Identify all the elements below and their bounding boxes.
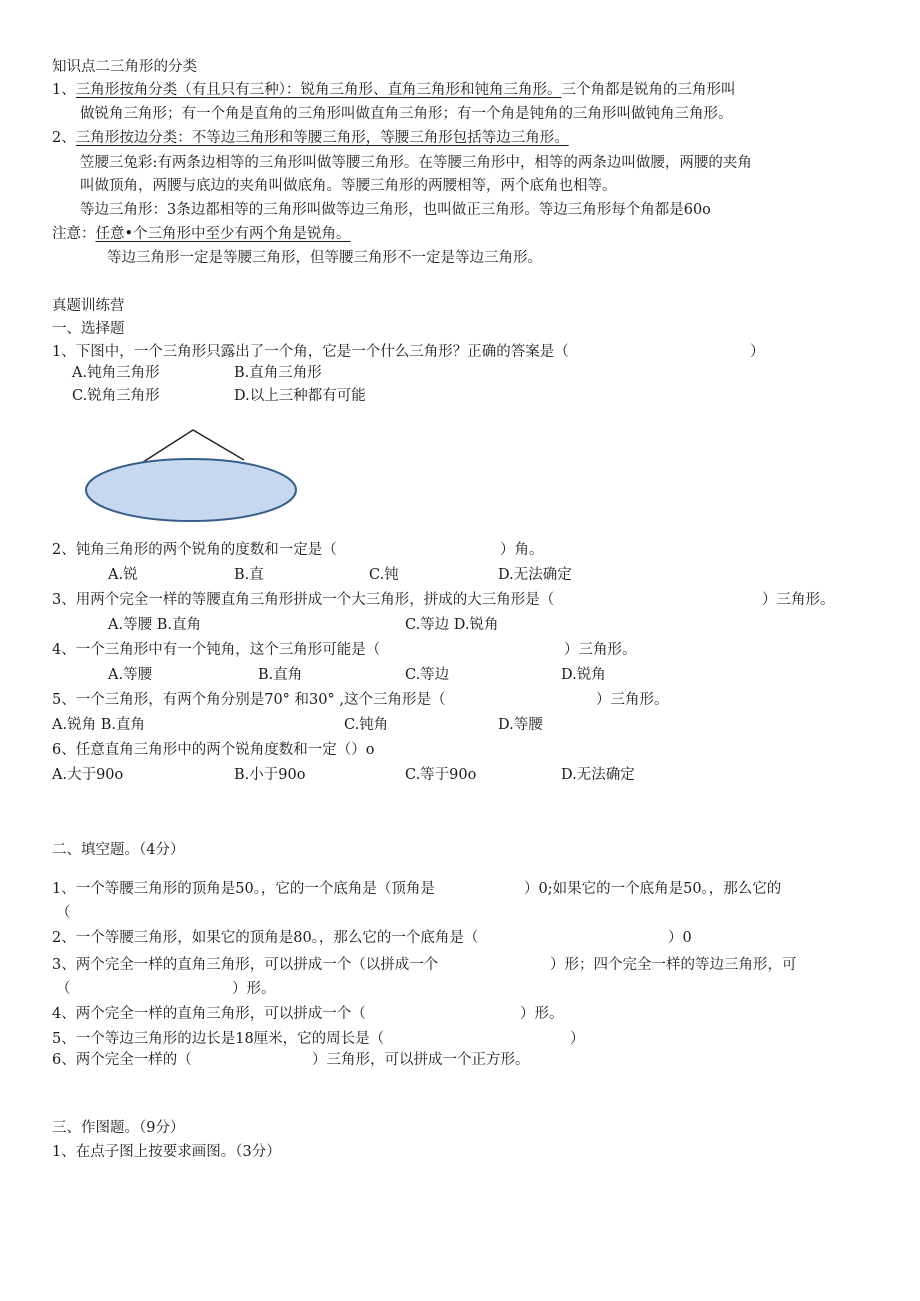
section-2-title: 二、填空题。（4分） <box>52 842 185 858</box>
q3-options-ab: A.等腰 B.直角 <box>108 617 201 633</box>
q5-options-ab: A.锐角 B.直角 <box>52 717 145 733</box>
knowledge-point-2-line4: 等边三角形：3条边都相等的三角形叫做等边三角形，也叫做正三角形。等边三角形每个角都是60o <box>80 202 711 218</box>
knowledge-point-1-line2: 做锐角三角形；有一个角是直角的三角形叫做直角三角形；有一个角是钝角的三角形叫做钝角三角形。 <box>80 106 733 122</box>
f3-line2-close: ）形。 <box>232 981 276 997</box>
f5-part-a: 5、一个等边三角形的边长是18厘米，它的周长是（ <box>52 1031 385 1047</box>
q1-option-c: C.锐角三角形 <box>72 388 160 404</box>
f1-part-a: 1、一个等腰三角形的顶角是50。，它的一个底角是（顶角是 <box>52 881 435 897</box>
q3-close: ）三角形。 <box>762 592 835 608</box>
f6-part-b: ）三角形，可以拼成一个正方形。 <box>312 1052 530 1068</box>
q1-option-b: B.直角三角形 <box>234 365 322 381</box>
point-2-number: 2、 <box>52 130 76 146</box>
d1-instruction: 1、在点子图上按要求画图。（3分） <box>52 1144 281 1160</box>
q5-stem: 5、一个三角形，有两个角分别是70° 和30° ,这个三角形是（ <box>52 692 446 708</box>
q2-close: ）角。 <box>500 542 544 558</box>
q4-option-c: C.等边 <box>405 667 450 683</box>
q2-stem: 2、钝角三角形的两个锐角的度数和一定是（ <box>52 542 337 558</box>
knowledge-point-1 <box>52 80 735 100</box>
knowledge-title: 知识点二三角形的分类 <box>52 59 197 75</box>
point-1-underlined: 三角形按角分类（有且只有三种）：锐角三角形、直角三角形和钝角三角形。 <box>75 82 562 98</box>
f6-part-a: 6、两个完全一样的（ <box>52 1052 192 1068</box>
q6-option-c: C.等于90o <box>405 767 477 783</box>
q4-stem: 4、一个三角形中有一个钝角，这个三角形可能是（ <box>52 642 381 658</box>
q4-close: ）三角形。 <box>564 642 637 658</box>
practice-title: 真题训练营 <box>52 298 125 314</box>
note-label: 注意： <box>52 226 96 242</box>
q3-stem: 3、用两个完全一样的等腰直角三角形拼成一个大三角形，拼成的大三角形是（ <box>52 592 555 608</box>
f4-part-a: 4、两个完全一样的直角三角形，可以拼成一个（ <box>52 1006 366 1022</box>
knowledge-point-2 <box>52 128 569 148</box>
q2-option-a: A.锐 <box>108 567 138 583</box>
q2-option-c: C.钝 <box>369 567 399 583</box>
f3-line2: （ <box>56 981 71 997</box>
q1-close: ） <box>750 344 765 360</box>
f2-part-a: 2、一个等腰三角形，如果它的顶角是80。，那么它的一个底角是（ <box>52 930 479 946</box>
hidden-triangle-figure <box>80 424 320 524</box>
q3-options-cd: C.等边 D.锐角 <box>405 617 499 633</box>
section-3-title: 三、作图题。（9分） <box>52 1120 185 1136</box>
q4-option-a: A.等腰 <box>108 667 153 683</box>
q2-option-d: D.无法确定 <box>498 567 572 583</box>
knowledge-point-2-line2: 笠腰三兔彩:有两条边相等的三角形叫做等腰三角形。在等腰三角形中，相等的两条边叫做腰，两腰的夹角 <box>80 155 752 171</box>
point-2-underlined: 三角形按边分类：不等边三角形和等腰三角形，等腰三角形包括等边三角形。 <box>75 130 569 146</box>
f3-part-a: 3、两个完全一样的直角三角形，可以拼成一个（以拼成一个 <box>52 957 439 973</box>
q1-option-a: A.钝角三角形 <box>72 365 160 381</box>
knowledge-note-line2: 等边三角形一定是等腰三角形，但等腰三角形不一定是等边三角形。 <box>107 250 542 266</box>
knowledge-point-2-line3: 叫做顶角，两腰与底边的夹角叫做底角。等腰三角形的两腰相等，两个底角也相等。 <box>80 178 617 194</box>
point-1-rest: 三个角都是锐角的三角形叫 <box>561 82 736 98</box>
q2-option-b: B.直 <box>234 567 264 583</box>
q1-stem: 1、下图中，一个三角形只露出了一个角，它是一个什么三角形？正确的答案是（ <box>52 344 569 360</box>
note-underlined: 任意•个三角形中至少有两个角是锐角。 <box>95 226 351 242</box>
f1-part-b: ）0;如果它的一个底角是50。，那么它的 <box>524 881 782 897</box>
f5-part-b: ） <box>570 1031 585 1047</box>
f4-part-b: ）形。 <box>520 1006 564 1022</box>
cover-ellipse <box>86 459 296 521</box>
q6-option-b: B.小于90o <box>234 767 306 783</box>
f3-part-b: ）形；四个完全一样的等边三角形，可 <box>550 957 797 973</box>
q6-option-a: A.大于90o <box>52 767 124 783</box>
f2-part-b: ）0 <box>668 930 692 946</box>
f1-line2: （ <box>56 905 71 921</box>
q5-option-c: C.钝角 <box>344 717 389 733</box>
section-1-title: 一、选择题 <box>52 321 125 337</box>
q4-option-b: B.直角 <box>258 667 303 683</box>
q5-option-d: D.等腰 <box>498 717 543 733</box>
q5-close: ）三角形。 <box>596 692 669 708</box>
q6-option-d: D.无法确定 <box>561 767 635 783</box>
knowledge-note <box>52 224 351 244</box>
q1-option-d: D.以上三种都有可能 <box>234 388 366 404</box>
q6-stem: 6、任意直角三角形中的两个锐角度数和一定（）o <box>52 742 375 758</box>
q4-option-d: D.锐角 <box>561 667 606 683</box>
point-1-number: 1、 <box>52 82 76 98</box>
